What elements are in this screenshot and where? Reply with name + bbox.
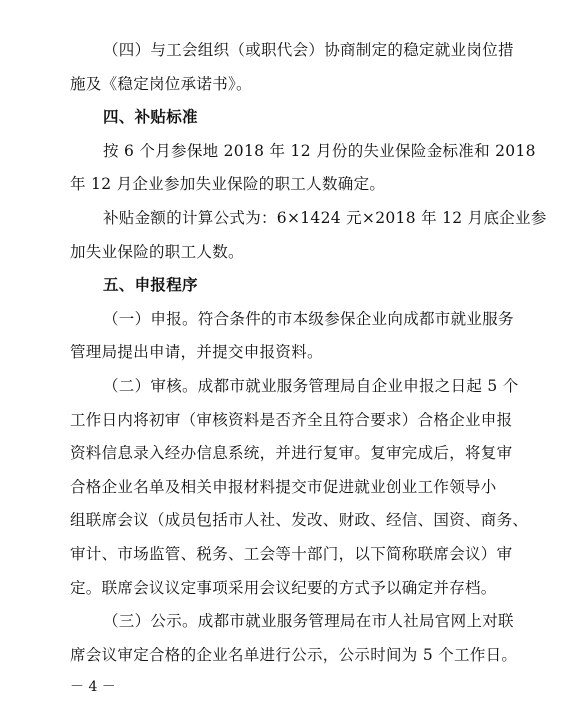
procedure-item-3-line-2: 席会议审定合格的企业名单进行公示，公示时间为 5 个工作日。 bbox=[70, 645, 518, 664]
section-heading-application-procedure: 五、申报程序 bbox=[103, 276, 198, 295]
section-heading-subsidy-standard: 四、补贴标准 bbox=[103, 108, 198, 127]
procedure-item-1-line-2: 管理局提出申请，并提交申报资料。 bbox=[70, 343, 323, 362]
procedure-item-2-line-1: （二）审核。成都市就业服务管理局自企业申报之日起 5 个 bbox=[103, 377, 519, 395]
procedure-item-2-line-4: 合格企业名单及相关申报材料提交市促进就业创业工作领导小 bbox=[70, 477, 497, 496]
subsidy-formula-line-1: 补贴金额的计算公式为：6×1424 元×2018 年 12 月底企业参 bbox=[103, 209, 547, 227]
procedure-item-1-line-1: （一）申报。符合条件的市本级参保企业向成都市就业服务 bbox=[103, 309, 514, 328]
subsidy-paragraph-1-line-1: 按 6 个月参保地 2018 年 12 月份的失业保险金标准和 2018 bbox=[103, 141, 536, 160]
procedure-item-2-line-5: 组联席会议（成员包括市人社、发改、财政、经信、国资、商务、 bbox=[70, 511, 529, 530]
subsidy-formula-line-2: 加失业保险的职工人数。 bbox=[70, 242, 244, 261]
item4-line-1: （四）与工会组织（或职代会）协商制定的稳定就业岗位措 bbox=[103, 41, 514, 59]
item4-line-2: 施及《稳定岗位承诺书》。 bbox=[70, 74, 252, 93]
procedure-item-2-line-2: 工作日内将初审（审核资料是否齐全且符合要求）合格企业申报 bbox=[70, 410, 513, 429]
subsidy-paragraph-1-line-2: 年 12 月企业参加失业保险的职工人数确定。 bbox=[70, 175, 386, 194]
procedure-item-2-line-7: 定。联席会议议定事项采用会议纪要的方式予以确定并存档。 bbox=[70, 578, 497, 597]
procedure-item-2-line-6: 审计、市场监管、税务、工会等十部门，以下简称联席会议）审 bbox=[70, 545, 513, 563]
procedure-item-3-line-1: （三）公示。成都市就业服务管理局在市人社局官网上对联 bbox=[103, 612, 514, 631]
procedure-item-2-line-3: 资料信息录入经办信息系统，并进行复审。复审完成后，将复审 bbox=[70, 444, 513, 463]
page-number: － 4 － bbox=[70, 679, 116, 695]
